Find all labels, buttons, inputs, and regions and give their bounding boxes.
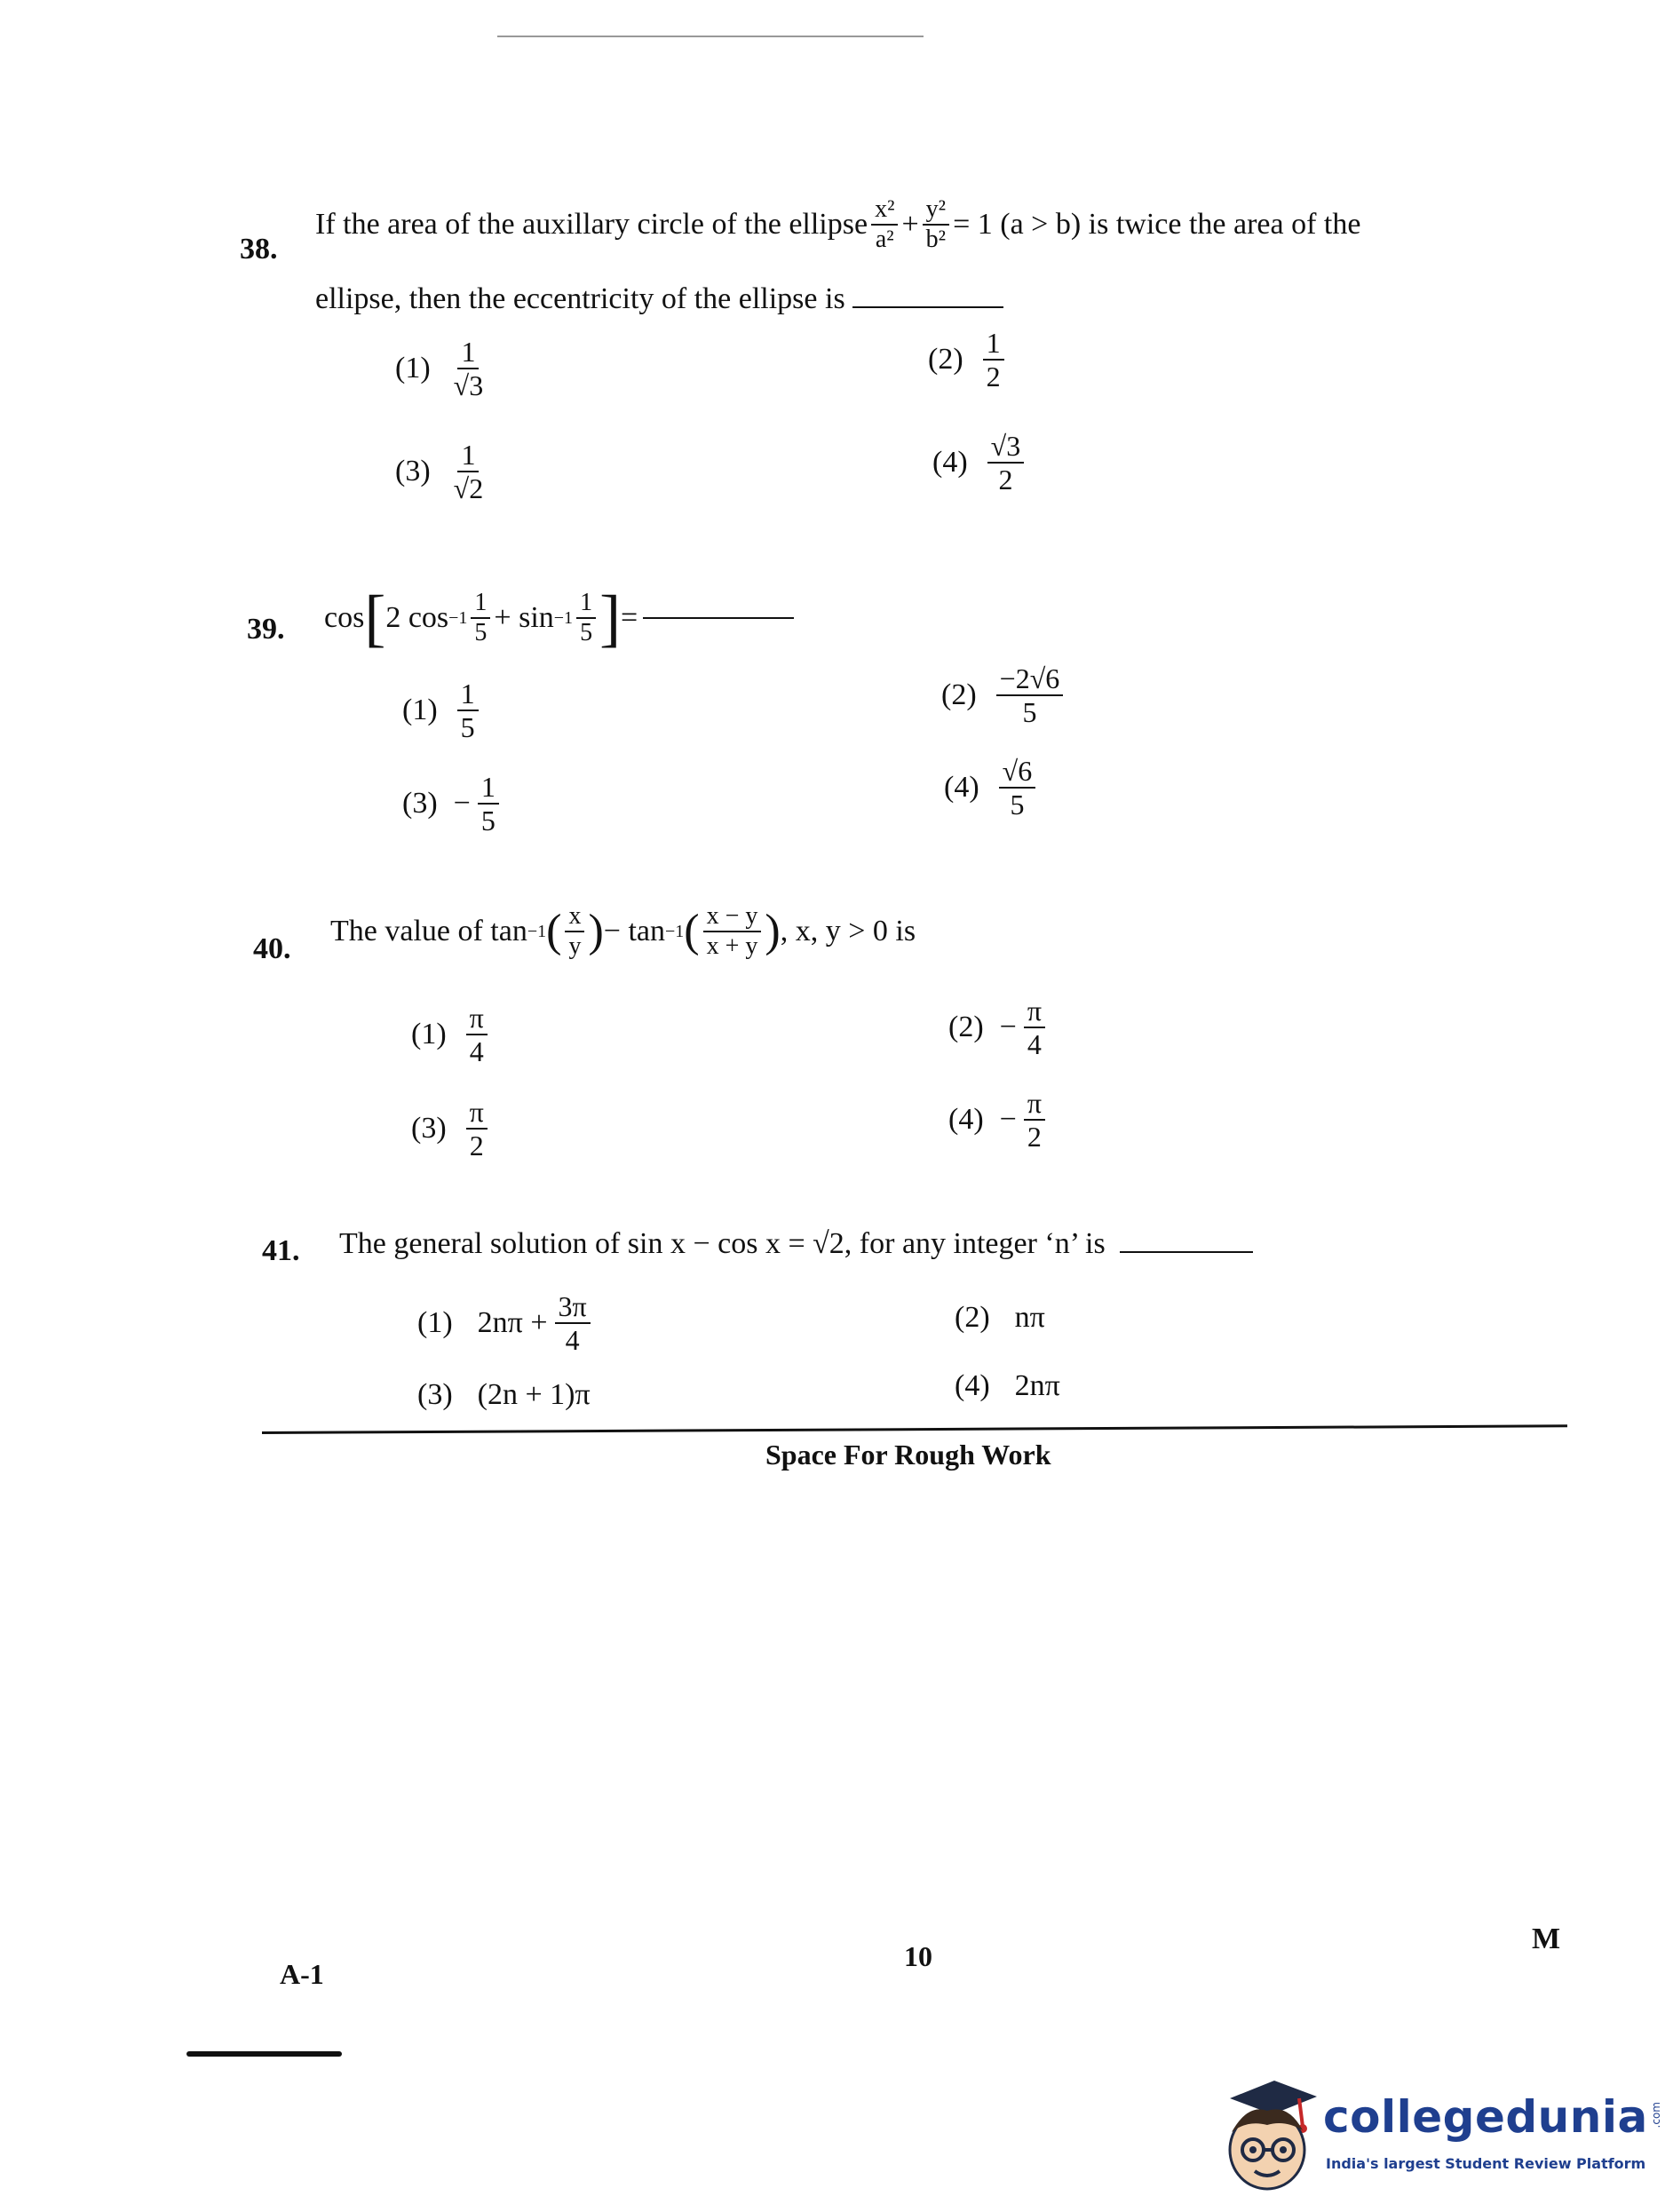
option-label: (1): [402, 694, 438, 726]
plus-sin-text: + sin: [494, 601, 554, 634]
inverse-superscript: −1: [665, 921, 685, 941]
option-label: (2): [948, 1011, 984, 1043]
option-fraction: $\frac{1}{5}$: [457, 679, 479, 741]
set-letter: M: [1532, 1923, 1561, 1955]
q41-option-3: [417, 1378, 591, 1412]
question-41-line: [339, 1227, 1253, 1261]
option-text: 2nπ +: [477, 1306, 548, 1339]
option-text: (2n + 1)π: [477, 1378, 591, 1411]
y-over-b-fraction: $\frac{\text{y²}}{\text{b²}}$: [923, 197, 949, 252]
one-fifth-fraction: $\frac{1}{5}$: [471, 591, 490, 646]
right-bracket: ]: [599, 583, 622, 654]
footer-underline: [186, 2051, 342, 2057]
page-number: 10: [904, 1940, 932, 1972]
answer-blank: [643, 617, 794, 619]
question-number-40: 40.: [253, 932, 291, 965]
option-fraction: $\frac{1}{√3}$: [453, 336, 484, 401]
option-fraction: $\frac{-2√6}{5}$: [996, 664, 1064, 726]
option-label: (2): [941, 678, 977, 711]
q39-option-1: [402, 679, 482, 741]
option-fraction: $\frac{\pi}{2}$: [466, 1098, 488, 1160]
logo-tagline: India's largest Student Review Platform: [1326, 2155, 1646, 2172]
mascot-icon: [1212, 2073, 1319, 2198]
minus-sign: −: [453, 787, 471, 820]
question-38-line1: [315, 197, 1360, 252]
q40-option-4: [948, 1089, 1049, 1151]
option-fraction: $\frac{1}{2}$: [983, 329, 1004, 391]
question-38-text-a: If the area of the auxillary circle of the ellipse: [315, 208, 868, 241]
q41-option-2: [955, 1301, 1045, 1335]
q40-option-3: [411, 1098, 491, 1160]
question-40-expression: [330, 904, 916, 959]
collegedunia-logo: [1212, 2073, 1662, 2198]
q38-option-3: [395, 440, 490, 503]
option-label: (2): [928, 343, 963, 376]
logo-wordmark: collegedunia: [1323, 2091, 1648, 2143]
q38-option-1: [395, 337, 490, 400]
minus-sign: −: [999, 1011, 1017, 1043]
left-bracket: [: [364, 583, 386, 654]
diff-over-sum-fraction: $\frac{x - y}{x + y}$: [703, 904, 762, 959]
option-fraction: $\frac{\pi}{2}$: [1024, 1089, 1045, 1151]
option-fraction: $\frac{\pi}{4}$: [1024, 996, 1045, 1058]
left-paren: (: [684, 906, 700, 956]
question-40-text-b: , x, y > 0 is: [780, 915, 916, 947]
cos-text: cos: [324, 601, 365, 634]
minus-tan-text: − tan: [603, 915, 666, 947]
question-number-41: 41.: [262, 1234, 300, 1267]
q39-option-3: [402, 773, 503, 835]
option-fraction: $\frac{1}{√2}$: [453, 439, 484, 504]
section-divider: [262, 1424, 1567, 1434]
question-40-text-a: The value of tan: [330, 915, 527, 947]
option-label: (1): [411, 1018, 447, 1051]
option-label: (4): [944, 771, 979, 804]
option-label: (4): [932, 446, 968, 479]
logo-suffix: .com: [1649, 2102, 1662, 2129]
inverse-superscript: −1: [553, 607, 574, 628]
answer-blank: [852, 306, 1003, 308]
inverse-superscript: −1: [448, 607, 468, 628]
question-38-text-c: ellipse, then the eccentricity of the ellipse is: [315, 282, 845, 315]
left-paren: (: [546, 906, 562, 956]
right-paren: ): [588, 906, 604, 956]
q41-option-1: [417, 1292, 594, 1354]
option-label: (4): [955, 1369, 990, 1402]
option-fraction: $\frac{√6}{5}$: [999, 757, 1036, 819]
question-38-line2: [315, 282, 1003, 316]
question-number-39: 39.: [247, 613, 285, 646]
equals-sign: =: [621, 601, 638, 634]
option-label: (3): [402, 787, 438, 820]
answer-blank: [1120, 1251, 1253, 1253]
option-label: (4): [948, 1103, 984, 1136]
option-label: (3): [411, 1112, 447, 1145]
x-over-a-fraction: $\frac{\text{x²}}{\text{a²}}$: [871, 197, 898, 252]
question-number-38: 38.: [240, 233, 278, 266]
right-paren: ): [765, 906, 781, 956]
q38-option-2: [928, 329, 1008, 391]
option-fraction: $\frac{1}{5}$: [478, 773, 499, 835]
inverse-superscript: −1: [527, 921, 547, 941]
q40-option-2: [948, 996, 1049, 1058]
x-over-y-fraction: $\frac{x}{y}$: [565, 904, 584, 959]
two-cos-text: 2 cos: [385, 601, 449, 634]
one-fifth-fraction: $\frac{1}{5}$: [576, 591, 596, 646]
option-text: 2nπ: [1014, 1369, 1060, 1402]
option-label: (3): [417, 1378, 453, 1411]
question-41-text: The general solution of sin x − cos x = √2, for any integer ‘n’ is: [339, 1227, 1106, 1260]
option-fraction: $\frac{\pi}{4}$: [466, 1003, 488, 1066]
q41-option-4: [955, 1369, 1060, 1403]
q38-option-4: [932, 432, 1027, 494]
plus-sign: +: [901, 208, 919, 241]
option-label: (3): [395, 455, 431, 488]
paper-code: A-1: [280, 1958, 324, 1990]
q39-option-2: [941, 664, 1066, 726]
q39-option-4: [944, 757, 1039, 819]
scan-mark: [497, 36, 924, 37]
option-label: (1): [395, 352, 431, 385]
option-fraction: $\frac{√3}{2}$: [987, 432, 1025, 494]
option-label: (1): [417, 1306, 453, 1339]
option-fraction: $\frac{3\pi}{4}$: [555, 1292, 591, 1354]
rough-work-label: Space For Rough Work: [765, 1439, 1051, 1471]
q40-option-1: [411, 1003, 491, 1066]
option-text: nπ: [1014, 1301, 1045, 1334]
question-38-text-b: = 1 (a > b) is twice the area of the: [953, 208, 1361, 241]
question-39-expression: [324, 583, 794, 654]
minus-sign: −: [999, 1103, 1017, 1136]
option-label: (2): [955, 1301, 990, 1334]
